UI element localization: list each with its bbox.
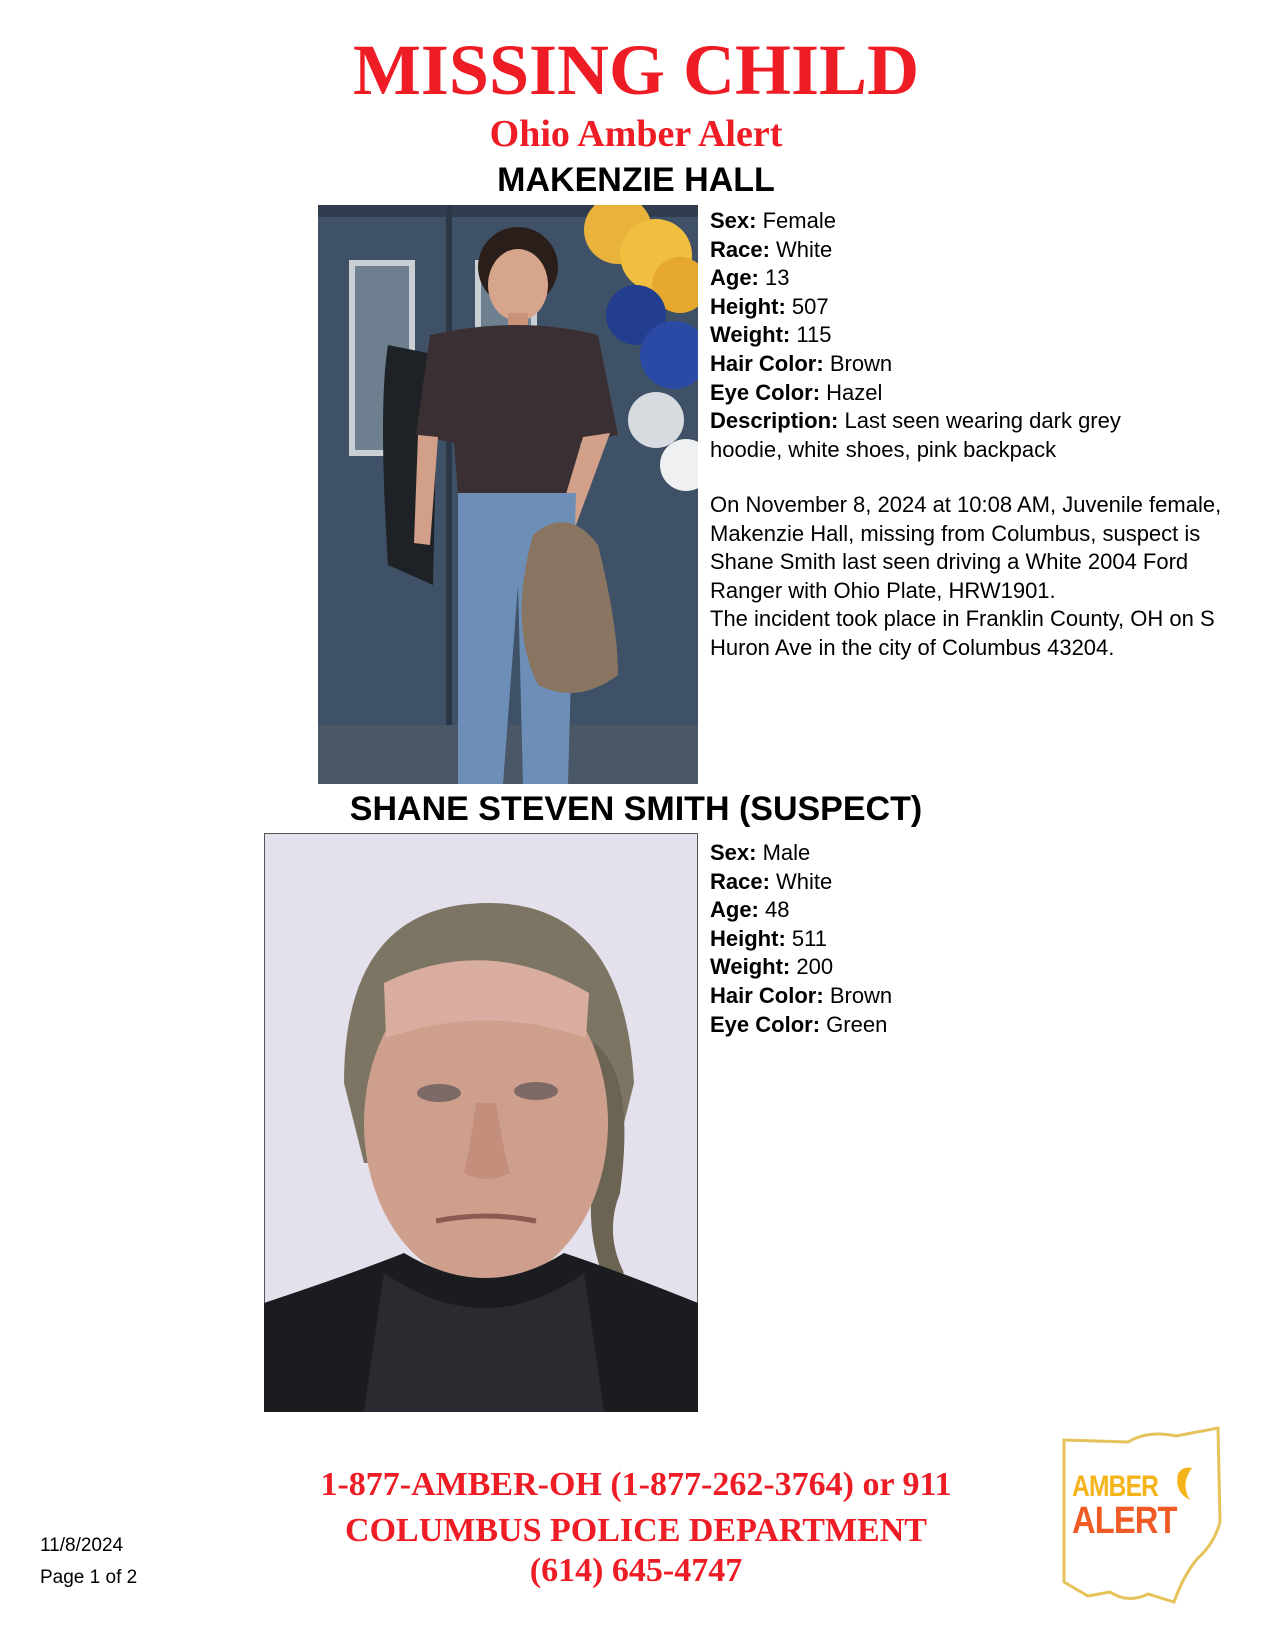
- field-value: 511: [791, 925, 827, 951]
- logo-text-alert: ALERT: [1072, 1500, 1177, 1542]
- field-value: White: [776, 868, 833, 894]
- suspect-field-hair-color: [710, 982, 1210, 1011]
- suspect-field-height: [710, 925, 1210, 954]
- suspect-name: SHANE STEVEN SMITH (SUSPECT): [349, 790, 923, 828]
- field-label: Height:: [710, 925, 786, 951]
- child-details: [710, 207, 1240, 464]
- child-field-weight: [710, 321, 1240, 350]
- field-label: Eye Color:: [710, 379, 821, 405]
- field-label: Weight:: [710, 322, 791, 348]
- field-value: Male: [762, 840, 811, 865]
- poster-date: 11/8/2024: [40, 1535, 124, 1556]
- page-number: Page 1 of 2: [40, 1567, 138, 1588]
- field-label: Height:: [710, 293, 786, 319]
- field-label: Eye Color:: [710, 1011, 821, 1037]
- poster-subtitle: Ohio Amber Alert: [489, 113, 783, 155]
- field-label: Age:: [710, 265, 759, 291]
- logo-text-amber: AMBER: [1072, 1470, 1159, 1503]
- child-field-sex: [710, 207, 1240, 236]
- field-value: Hazel: [826, 379, 883, 405]
- field-value: 200: [796, 954, 834, 980]
- field-label: Race:: [710, 868, 770, 894]
- field-label: Hair Color:: [710, 350, 824, 376]
- child-field-age: [710, 264, 1240, 293]
- suspect-field-race: [710, 868, 1210, 897]
- suspect-field-weight: [710, 953, 1210, 982]
- department-name: COLUMBUS POLICE DEPARTMENT: [345, 1512, 927, 1549]
- suspect-photo: [264, 833, 698, 1412]
- amber-alert-logo: [1058, 1426, 1224, 1604]
- child-field-eye-color: [710, 379, 1240, 408]
- child-field-height: [710, 293, 1240, 322]
- department-phone: (614) 645-4747: [529, 1552, 743, 1589]
- suspect-field-eye-color: [710, 1011, 1210, 1040]
- hotline-number: 1-877-AMBER-OH (1-877-262-3764) or 911: [320, 1466, 952, 1503]
- suspect-details: [710, 839, 1210, 1039]
- field-value: 507: [791, 293, 829, 319]
- field-label: Sex:: [710, 208, 757, 233]
- child-field-race: [710, 236, 1240, 265]
- incident-narrative: [710, 491, 1230, 663]
- field-value: 13: [765, 265, 790, 291]
- narrative-paragraph: On November 8, 2024 at 10:08 AM, Juvenile female, Makenzie Hall, missing from Columbus, suspect is Shane Smith last seen driving a White 2004 Ford Ranger with Ohio Plate, HRW1901.: [710, 492, 1222, 603]
- narrative-paragraph: The incident took place in Franklin County, OH on S Huron Ave in the city of Columbus 43204.: [710, 606, 1215, 660]
- field-label: Hair Color:: [710, 982, 824, 1008]
- child-field-hair-color: [710, 350, 1240, 379]
- field-value: Last seen wearing dark grey hoodie, white shoes, pink backpack: [710, 408, 1121, 462]
- field-value: 48: [765, 897, 790, 923]
- field-label: Description:: [710, 408, 839, 434]
- poster-title: MISSING CHILD: [352, 30, 920, 110]
- field-value: White: [776, 236, 833, 262]
- child-name: MAKENZIE HALL: [497, 161, 775, 199]
- field-label: Sex:: [710, 840, 757, 865]
- field-label: Weight:: [710, 954, 791, 980]
- field-value: Brown: [829, 982, 893, 1008]
- field-value: Green: [826, 1011, 888, 1037]
- child-photo: [318, 205, 698, 784]
- suspect-field-age: [710, 896, 1210, 925]
- field-label: Race:: [710, 236, 770, 262]
- field-label: Age:: [710, 897, 759, 923]
- suspect-field-sex: [710, 839, 1210, 868]
- field-value: Brown: [829, 350, 893, 376]
- field-value: 115: [796, 322, 832, 348]
- field-value: Female: [762, 208, 836, 233]
- child-field-description: [710, 407, 1190, 464]
